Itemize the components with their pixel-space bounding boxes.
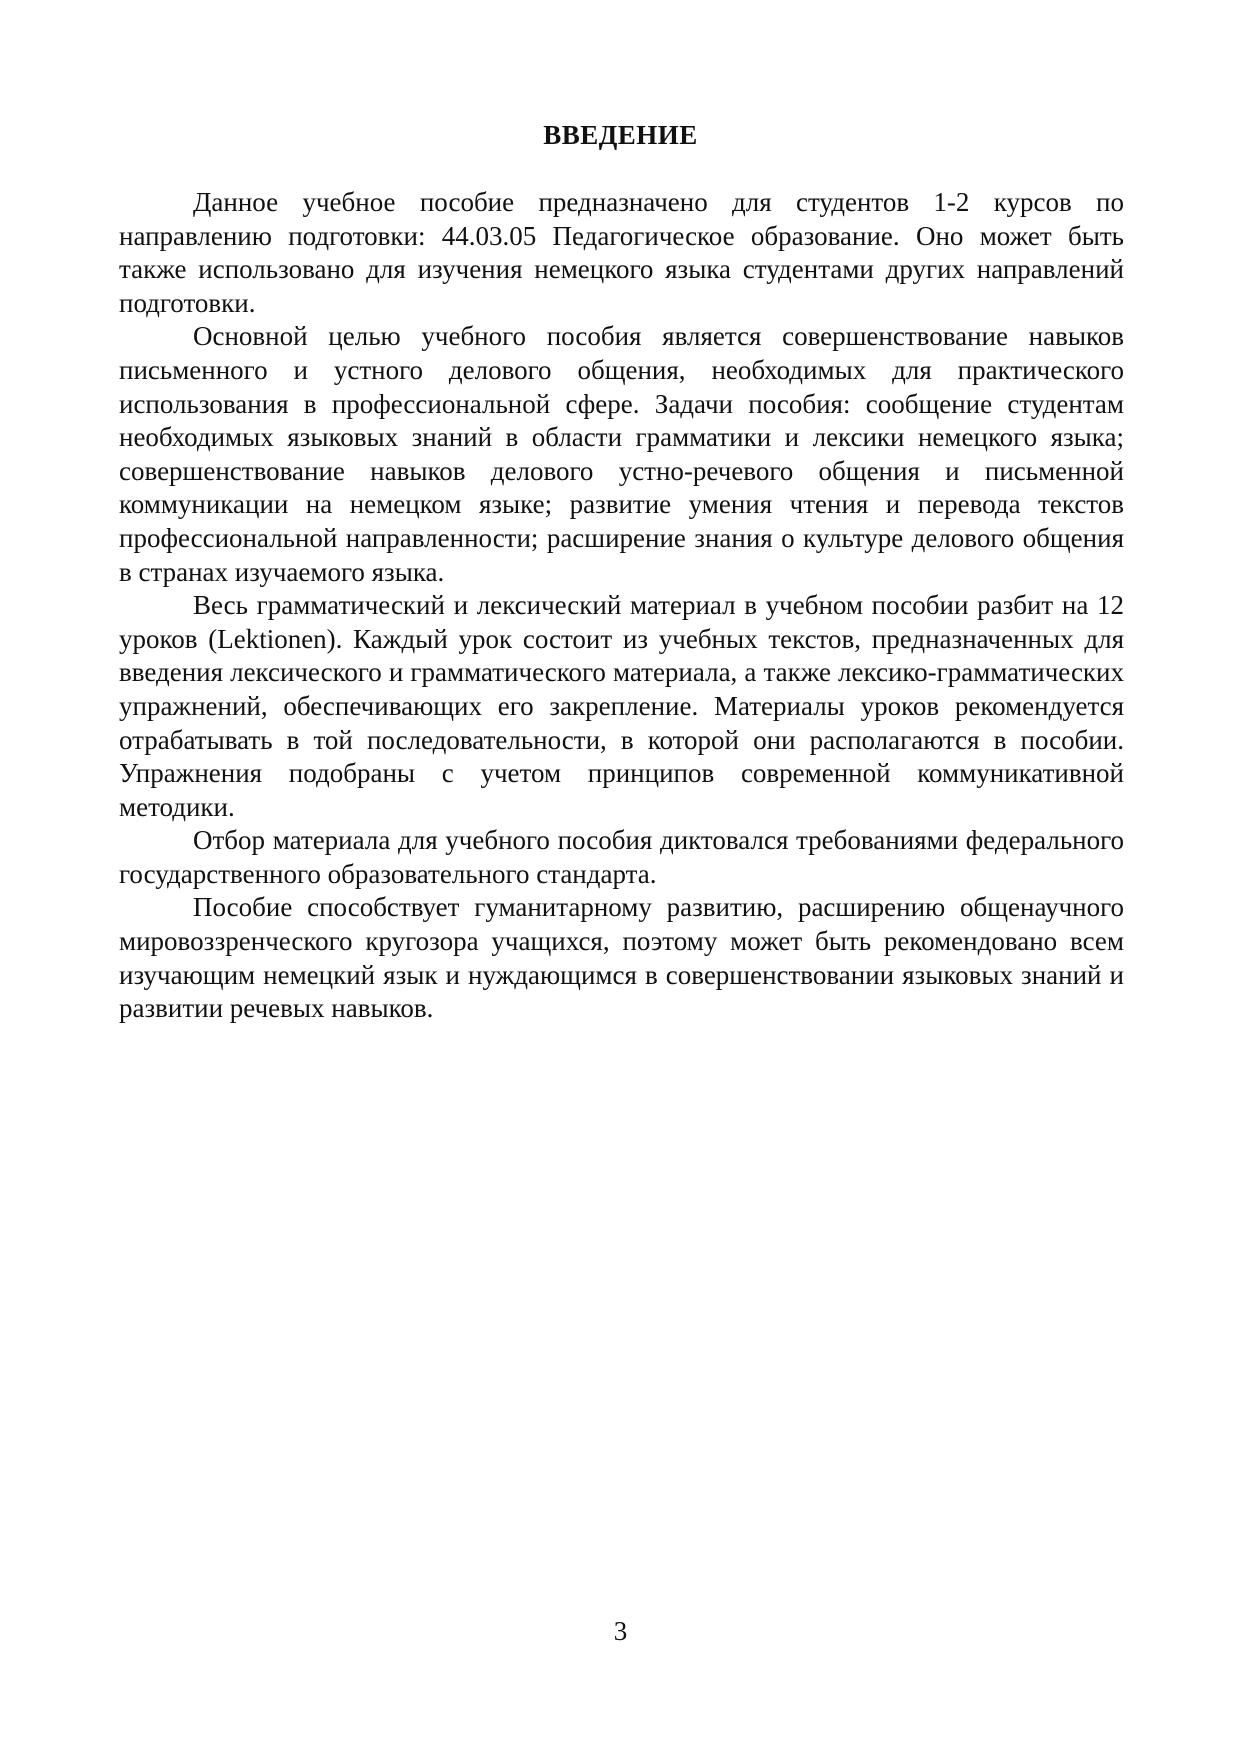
paragraph-4: Отбор материала для учебного пособия диктовался требованиями федерального государственного образовательного стандарта. bbox=[119, 825, 1124, 889]
paragraph-5: Пособие способствует гуманитарному развитию, расширению общенаучного мировоззренческого кругозора учащихся, поэтому может быть рекомендовано всем изучающим немецкий язык и нуждающимся в совершенствовании языковых знаний и развитии речевых навыков. bbox=[119, 892, 1124, 1024]
paragraph-3: Весь грамматический и лексический материал в учебном пособии разбит на 12 уроков (Lektionen). Каждый урок состоит из учебных текстов, предназначенных для введения лексического и грамматического материала, а также лексико-грамматических упражнений, обеспечивающих его закрепление. Материалы уроков рекомендуется отрабатывать в той последовательности, в которой они располагаются в пособии. Упражнения подобраны с учетом принципов современной коммуникативной методики. bbox=[119, 590, 1124, 822]
page-number: 3 bbox=[613, 1616, 628, 1646]
paragraph-2: Основной целью учебного пособия является совершенствование навыков письменного и устного делового общения, необходимых для практического использования в профессиональной сфере. Задачи пособия: сообщение студентам необходимых языковых знаний в области грамматики и лексики немецкого языка; совершенствование навыков делового устно-речевого общения и письменной коммуникации на немецком языке; развитие умения чтения и перевода текстов профессиональной направленности; расширение знания о культуре делового общения в странах изучаемого языка. bbox=[119, 321, 1124, 587]
body-text bbox=[119, 186, 1124, 1026]
section-title: ВВЕДЕНИЕ bbox=[543, 120, 698, 150]
paragraph-1: Данное учебное пособие предназначено для студентов 1-2 курсов по направлению подготовки: 44.03.05 Педагогическое образование. Оно может быть также использовано для изучения немецкого языка студентами других направлений подготовки. bbox=[119, 187, 1124, 318]
